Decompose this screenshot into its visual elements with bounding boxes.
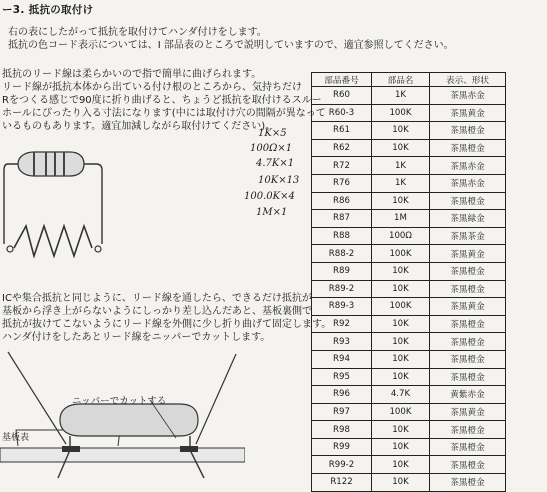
table-row [312,139,506,157]
cell-color-code: 茶黒橙金 [430,474,506,492]
cell-part-number: R76 [312,174,372,192]
table-row [312,350,506,368]
cell-part-number: R88-2 [312,245,372,263]
cell-part-name: 10K [372,280,430,298]
cell-color-code: 茶黒橙金 [430,122,506,140]
cell-part-number: R96 [312,386,372,404]
cell-part-name: 100Ω [372,227,430,245]
table-row [312,210,506,228]
table-row [312,315,506,333]
cell-part-name: 4.7K [372,386,430,404]
cell-part-name: 100K [372,403,430,421]
header-part-number: 部品番号 [312,73,372,87]
cell-color-code: 茶黒黄金 [430,298,506,316]
mount-line-2: 基板から浮き上がらないようにしっかり差し込んだあと、基板裏側で [2,306,312,317]
header-part-name: 部品名 [372,73,430,87]
cell-part-number: R72 [312,157,372,175]
cell-part-name: 10K [372,474,430,492]
table-row [312,157,506,175]
cell-part-number: R60 [312,87,372,105]
table-row [312,333,506,351]
intro-line-2: 抵抗の色コード表示については、I 部品表のところで説明していますので、適宜参照してください。 [8,40,454,51]
cell-part-name: 10K [372,438,430,456]
parts-table [311,72,506,492]
cell-part-name: 100K [372,298,430,316]
cell-part-number: R99-2 [312,456,372,474]
cut-label: ニッパーでカットする [72,396,167,407]
cell-part-name: 10K [372,333,430,351]
note-10k: 10K×13 [258,175,300,186]
resistor-bend-diagram [0,136,118,266]
table-row [312,421,506,439]
cell-part-number: R95 [312,368,372,386]
cell-part-number: R62 [312,139,372,157]
cell-color-code: 茶黒橙金 [430,262,506,280]
cell-color-code: 茶黒赤金 [430,174,506,192]
cell-part-name: 100K [372,104,430,122]
cell-part-name: 10K [372,262,430,280]
table-row [312,122,506,140]
table-row [312,174,506,192]
cell-color-code: 茶黒赤金 [430,87,506,105]
cell-part-name: 10K [372,192,430,210]
parts-table-body [312,87,506,492]
cell-part-number: R60-3 [312,104,372,122]
table-row [312,227,506,245]
cell-color-code: 黄紫赤金 [430,386,506,404]
mount-line-4: ハンダ付けをしたあとリード線をニッパーでカットします。 [2,332,271,343]
cell-color-code: 茶黒黄金 [430,403,506,421]
cell-color-code: 茶黒橙金 [430,421,506,439]
cell-part-name: 10K [372,456,430,474]
cell-color-code: 茶黒橙金 [430,368,506,386]
bend-line-5: いるものもあります。適宜加減しながら取付けてください)。 [2,121,276,132]
bend-line-4: ホールにぴったり入る寸法になります(中には取付け穴の間隔が異なって [2,108,326,119]
cell-color-code: 茶黒赤金 [430,157,506,175]
note-1k: 1K×5 [258,128,287,139]
cell-part-name: 100K [372,245,430,263]
cell-part-name: 10K [372,368,430,386]
cell-part-number: R97 [312,403,372,421]
table-row [312,104,506,122]
cell-part-name: 10K [372,122,430,140]
cell-part-name: 1K [372,87,430,105]
note-4-7k: 4.7K×1 [256,158,295,169]
table-row [312,438,506,456]
cell-color-code: 茶黒橙金 [430,139,506,157]
cell-part-number: R89-3 [312,298,372,316]
mount-line-1: ICや集合抵抗と同じように、リード線を通したら、できるだけ抵抗が [2,293,312,304]
header-display-shape: 表示、形状 [430,73,506,87]
table-row [312,262,506,280]
table-row [312,192,506,210]
mount-line-3: 抵抗が抜けてこないようにリード線を外側に少し折り曲げて固定します。 [2,319,332,330]
cell-part-number: R93 [312,333,372,351]
bend-line-3: Rをつくる感じで90度に折り曲げると、ちょうど抵抗を取付けるスルー [2,95,322,106]
cell-part-number: R87 [312,210,372,228]
cell-part-number: R98 [312,421,372,439]
section-title: ー3. 抵抗の取付け [2,4,94,16]
table-row [312,386,506,404]
cell-color-code: 茶黒橙金 [430,315,506,333]
cell-color-code: 茶黒橙金 [430,350,506,368]
cell-part-number: R122 [312,474,372,492]
cell-part-number: R99 [312,438,372,456]
cell-color-code: 茶黒茶金 [430,227,506,245]
note-1m: 1M×1 [256,207,288,218]
bend-line-2: リード線が抵抗本体から出ている付け根のところから、気持ちだけ [2,82,302,93]
cell-part-name: 10K [372,421,430,439]
cell-color-code: 茶黒緑金 [430,210,506,228]
cell-part-name: 10K [372,350,430,368]
cell-color-code: 茶黒橙金 [430,333,506,351]
bend-line-1: 抵抗のリード線は柔らかいので指で簡単に曲げられます。 [2,69,262,80]
cell-part-number: R89 [312,262,372,280]
table-header-row [312,73,506,87]
board-label: 基板表 [2,433,30,443]
cell-color-code: 茶黒橙金 [430,456,506,474]
cell-part-name: 1M [372,210,430,228]
table-row [312,245,506,263]
table-row [312,298,506,316]
cell-part-number: R86 [312,192,372,210]
cell-part-number: R61 [312,122,372,140]
cell-part-name: 1K [372,174,430,192]
table-row [312,280,506,298]
intro-line-1: 右の表にしたがって抵抗を取付けてハンダ付けをします。 [8,27,267,38]
cell-part-name: 10K [372,139,430,157]
mount-cross-section-diagram [0,350,245,489]
cell-color-code: 茶黒黄金 [430,245,506,263]
cell-part-name: 10K [372,315,430,333]
table-row [312,456,506,474]
cell-part-number: R88 [312,227,372,245]
cell-part-number: R89-2 [312,280,372,298]
cell-part-number: R92 [312,315,372,333]
table-row [312,87,506,105]
cell-color-code: 茶黒橙金 [430,280,506,298]
cell-color-code: 茶黒橙金 [430,192,506,210]
table-row [312,403,506,421]
cell-part-number: R94 [312,350,372,368]
cell-color-code: 茶黒黄金 [430,104,506,122]
table-row [312,368,506,386]
cell-part-name: 1K [372,157,430,175]
note-100ohm: 100Ω×1 [250,143,293,154]
note-100k: 100.0K×4 [244,191,295,202]
cell-color-code: 茶黒橙金 [430,438,506,456]
